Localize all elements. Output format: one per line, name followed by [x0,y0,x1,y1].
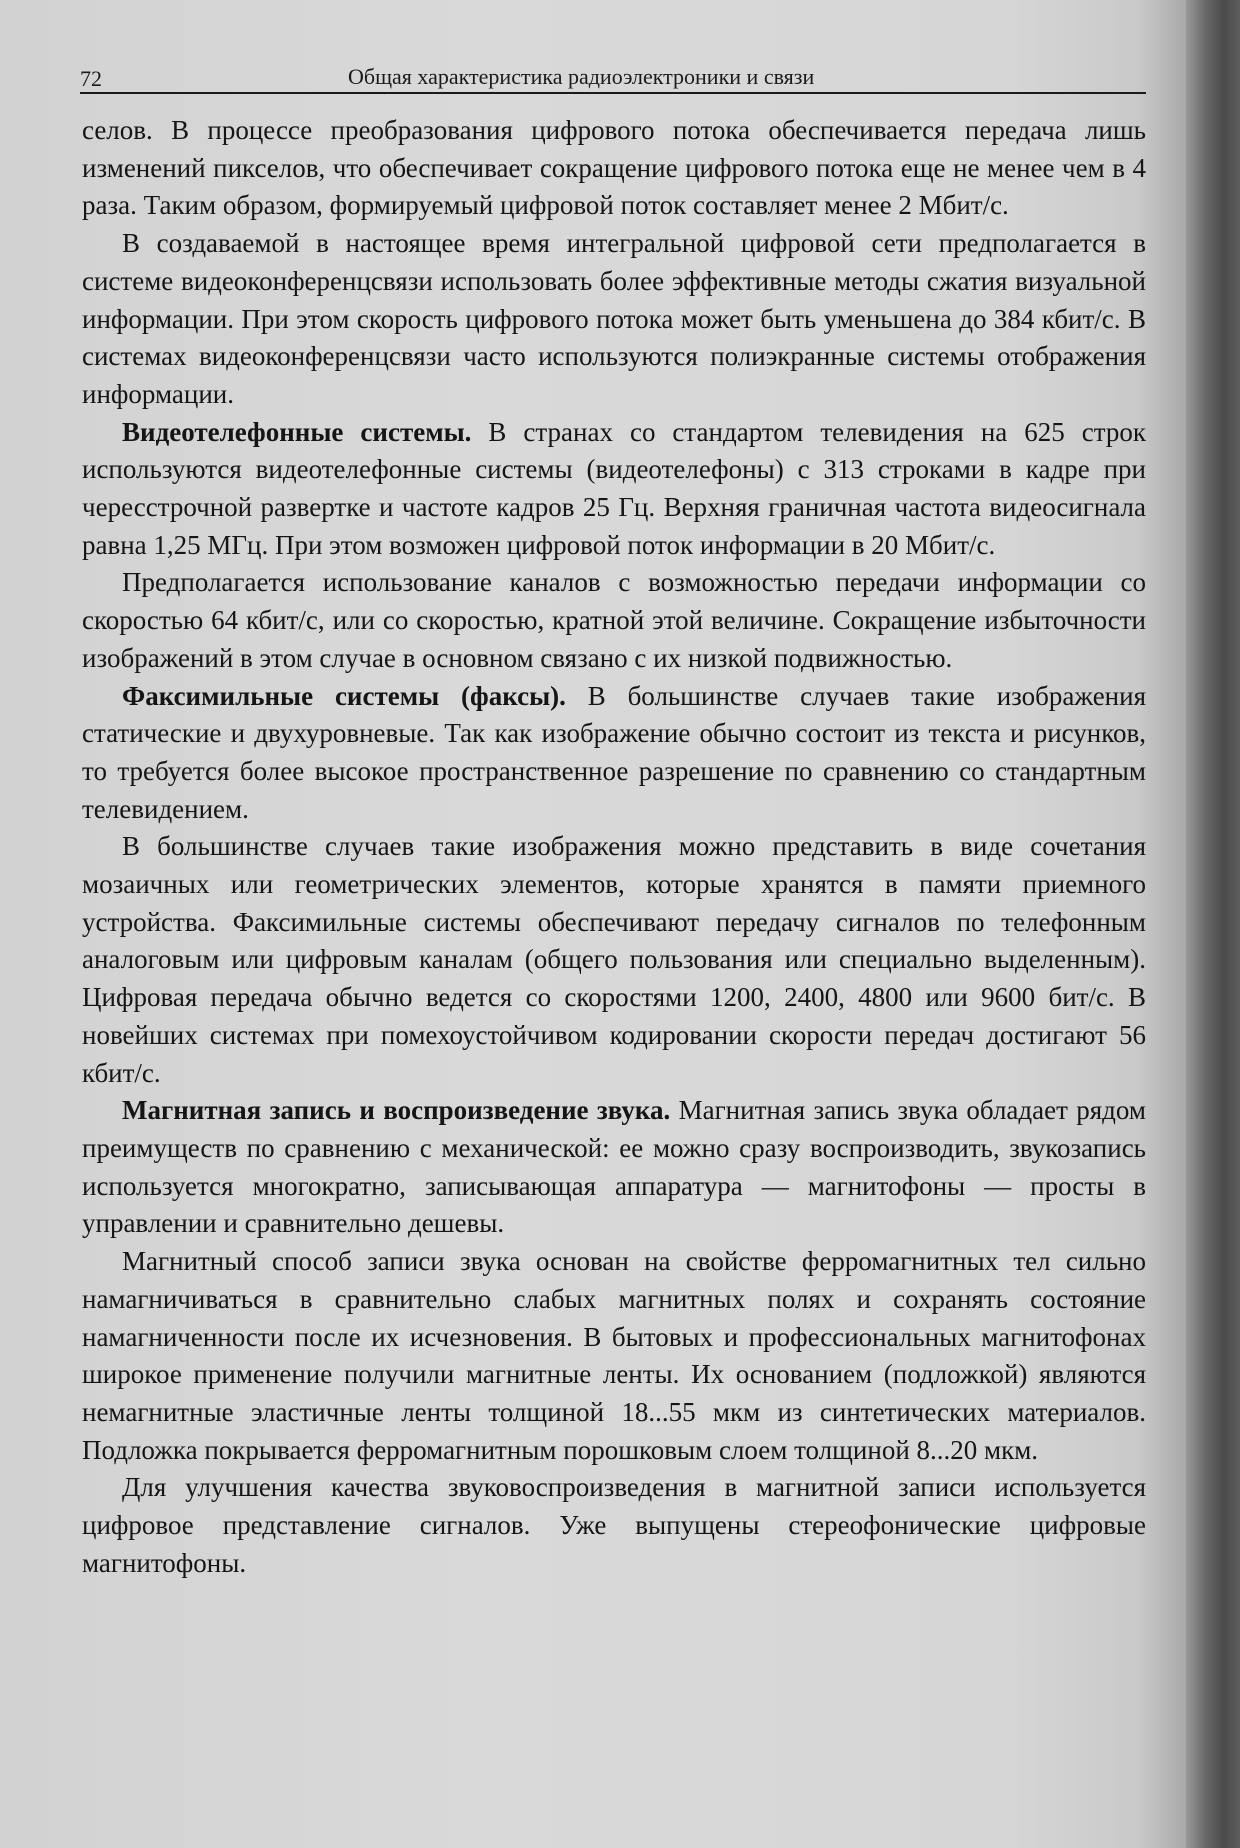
paragraph-text: селов. В процессе преобразования цифрового потока обеспечивается передача лишь изменений пикселов, что обеспечивает сокращение цифрового потока еще не менее чем в 4 раза. Таким образом, формируемый цифровой поток составляет менее 2 Мбит/с. [82,115,1146,221]
paragraph [82,1092,1146,1243]
paragraph-heading: Факсимильные системы (факсы). [122,680,566,711]
paragraph [82,828,1146,1092]
paragraph-text: Магнитная запись звука обладает рядом преимуществ по сравнению с механической: ее можно сразу воспроизводить, звукозапись используется многократно, записывающая аппаратура — магнитофоны — просты в управлении и сравнительно дешевы. [82,1095,1146,1239]
paragraph [82,1469,1146,1582]
paragraph-heading: Магнитная запись и воспроизведение звука. [122,1095,671,1126]
paragraph-text: В создаваемой в настоящее время интегральной цифровой сети предполагается в системе видеоконференцсвязи использовать более эффективные методы сжатия визуальной информации. При этом скорость цифрового потока может быть уменьшена до 384 кбит/с. В системах видеоконференцсвязи часто используются полиэкранные системы отображения информации. [82,228,1146,409]
paragraph [82,112,1146,225]
paragraph-text: Магнитный способ записи звука основан на свойстве ферромагнитных тел сильно намагничиваться в сравнительно слабых магнитных полях и сохранять состояние намагниченности после их исчезновения. В бытовых и профессиональных магнитофонах широкое применение получили магнитные ленты. Их основанием (подложкой) являются немагнитные эластичные ленты толщиной 18...55 мкм из синтетических материалов. Подложка покрывается ферромагнитным порошковым слоем толщиной 8...20 мкм. [82,1246,1146,1465]
paragraph [82,564,1146,677]
paragraph [82,225,1146,414]
paragraph-text: Предполагается использование каналов с возможностью передачи информации со скоростью 64 кбит/с, или со скоростью, кратной этой величине. Сокращение избыточности изображений в этом случае в основном связано с их низкой подвижностью. [82,567,1146,673]
paragraph-text: В большинстве случаев такие изображения можно представить в виде сочетания мозаичных или геометрических элементов, которые хранятся в памяти приемного устройства. Факсимильные системы обеспечивают передачу сигналов по телефонным аналоговым или цифровым каналам (общего пользования или специально выделенным). Цифровая передача обычно ведется со скоростями 1200, 2400, 4800 или 9600 бит/с. В новейших системах при помехоустойчивом кодировании скорости передач достигают 56 кбит/с. [82,831,1146,1088]
body-text [82,112,1146,1582]
paragraph-text: Для улучшения качества звуковоспроизведения в магнитной записи используется цифровое представление сигналов. Уже выпущены стереофонические цифровые магнитофоны. [82,1472,1146,1578]
paragraph-text: В большинстве случаев такие изображения статические и двухуровневые. Так как изображение обычно состоит из текста и рисунков, то требуется более высокое пространственное разрешение по сравнению со стандартным телевидением. [82,680,1146,824]
page-number: 72 [80,66,102,91]
running-head [80,62,1146,94]
page-edge-shadow [1186,0,1240,1848]
paragraph [82,678,1146,829]
paragraph [82,414,1146,565]
paragraph-text: В странах со стандартом телевидения на 625 строк используются видеотелефонные системы (видеотелефоны) с 313 строками в кадре при чересстрочной развертке и частоте кадров 25 Гц. Верхняя граничная частота видеосигнала равна 1,25 МГц. При этом возможен цифровой поток информации в 20 Мбит/с. [82,416,1146,560]
running-head-title: Общая характеристика радиоэлектроники и связи [348,64,815,89]
paragraph-heading: Видеотелефонные системы. [122,416,472,447]
paragraph [82,1243,1146,1469]
